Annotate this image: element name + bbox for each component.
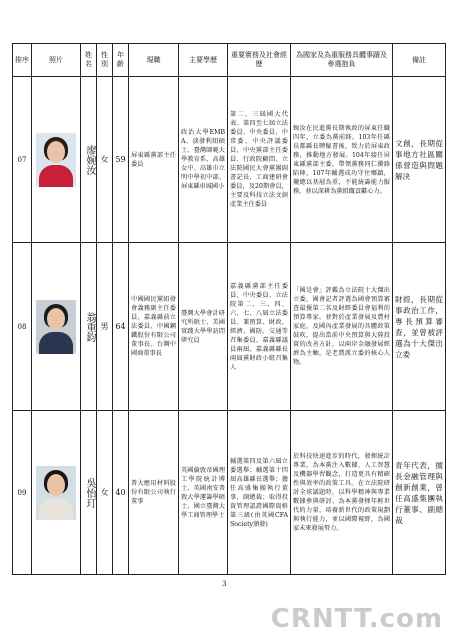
header-position: 現職 xyxy=(129,44,179,77)
photo-cell xyxy=(32,411,81,575)
photo-face xyxy=(47,474,65,496)
nominee-remark: 財經，長期從事政治工作，專長預算審查，並曾被評選為十大傑出立委 xyxy=(393,243,446,411)
row-number: 09 xyxy=(13,411,32,575)
watermark-logo: CRNTT.com xyxy=(270,604,443,634)
header-no: 排序 xyxy=(13,44,32,77)
photo-face xyxy=(47,308,65,330)
header-photo: 照片 xyxy=(32,44,81,77)
nominee-education: 英國倫敦帝國理工學院統計博士、英國南安普敦大學運籌學碩士、國立臺灣大學工商管理學士 xyxy=(179,411,228,575)
nominee-contribution: 婉汝在民進黨長期執政的屏東任職四年，立委為黨前鋒。103年任縣長都縣長聘僱書後，致力於屏東政務，推動地方發展。104年接任屏東縣黨部主委，帶領黨務同仁衝鋒陷陣，107年輔選成功守住鄉鎮，攏總以基層為重，不能統籌能力服務，並以深耕為黨組織貢獻心力。 xyxy=(291,77,393,243)
photo-cell xyxy=(32,77,81,243)
photo-face xyxy=(47,141,65,163)
nominee-name-text: 吳怡玎 xyxy=(84,477,95,508)
row-number: 07 xyxy=(13,77,32,243)
table-row xyxy=(13,243,446,411)
nominee-remark: 青年代表，擅長金融管理與創新創業，曾任高盛集團執行董事、副總裁 xyxy=(393,411,446,575)
nominee-photo xyxy=(36,466,76,520)
nominee-age: 59 xyxy=(113,77,129,243)
header-sex: 性別 xyxy=(97,44,113,77)
header-education: 主要學歷 xyxy=(179,44,228,77)
nominee-sex: 男 xyxy=(97,243,113,411)
photo-torso xyxy=(39,165,73,187)
photo-torso xyxy=(39,332,73,354)
header-experience: 重要實務及社會經歷 xyxy=(228,44,291,77)
header-age: 年齡 xyxy=(113,44,129,77)
table-row xyxy=(13,411,446,575)
header-contribution: 為國家及為重服務具體事蹟及參選抱負 xyxy=(291,44,393,77)
nominee-photo xyxy=(36,133,76,187)
nominee-name-text: 廖婉汝 xyxy=(84,144,95,175)
photo-cell xyxy=(32,243,81,411)
nominee-experience: 第二、三屆國大代表、第四至七屆立法委員、中央委員、中常委、中央評議委員、中央黨部主任委員、行政院顧問、立法院國民大會黨團副書記長、工商建研會委員，及20期會員，主要及科技立法文創產業主任委員 xyxy=(228,77,291,243)
nominee-education: 政治大學EMBA、淡發利組碩士、臺灣師範大學教育系、高雄女中、高雄市立明中學初中部、屏東縣車城國小 xyxy=(179,77,228,243)
nominee-position: 普大應用材料股份有限公司執行董事 xyxy=(129,411,179,575)
nominee-sex: 女 xyxy=(97,411,113,575)
photo-torso xyxy=(39,498,73,520)
nominee-photo xyxy=(36,300,76,354)
table-row xyxy=(13,77,446,243)
nominee-position: 中國國民黨組發會義務副主任委員、嘉義縣前立法委員、中國鋼鐵股份有限公司董事長、台灣中國商董事長 xyxy=(129,243,179,411)
nominee-experience: 輔選第四及第六屆立委選舉；輔選第十四屆高雄縣長選舉；擔任高盛集團執行董事、副總裁；取得投資管理認證國際資格第三級(由英國CFA Society頒發) xyxy=(228,411,291,575)
nominee-table xyxy=(12,43,446,575)
page-number: 3 xyxy=(222,580,227,588)
nominee-education: 臺灣大學會計研究所碩士、美國實踐大學學訪問研究員 xyxy=(179,243,228,411)
nominee-age: 40 xyxy=(113,411,129,575)
nominee-name xyxy=(81,243,97,411)
nominee-experience: 嘉義縣黨部主任委員、中央委員、立法院第二、三、四、六、七、八屆立法委員、兼預算、財政、經濟、國防、交通等召集委員、嘉義縣議員兩屆、嘉義縣縣長兩屆黨財政小組召集人 xyxy=(228,243,291,411)
nominee-name xyxy=(81,77,97,243)
nominee-sex: 女 xyxy=(97,77,113,243)
nominee-name xyxy=(81,411,97,575)
row-number: 08 xyxy=(13,243,32,411)
nominee-remark: 文創，長期從事地方社區關係營造與問題解決 xyxy=(393,77,446,243)
nominee-contribution: 於科技快速進步的時代，發揮統計專業，為本黨注入數據、人工智慧及機器學習觀念，打造更具有精確性與效率的政策工具。在立法院研討全球議題時，以科學精神與專業數據參與研討、為本黨發揮年輕世代的力量，培養新世代的政策規劃與執行能力，並以國際視野，為國家未來發展努力。 xyxy=(291,411,393,575)
header-name: 姓名 xyxy=(81,44,97,77)
nominee-contribution: 「國是會」評鑑為立法院十大傑出立委，國會記者評選為國會預算審查最優第二名及財經委員會福利的預算專家。並對於產業發展及農村家庭，及國內產業發展的具體政策鼓吹，提出當前中央預算與大陸投資的改善方針，以兩岸金融發展經濟為主軸，是老農派立委的核心人物。 xyxy=(291,243,393,411)
nominee-age: 64 xyxy=(113,243,129,411)
header-remark: 備註 xyxy=(393,44,446,77)
header-row xyxy=(13,44,446,77)
nominee-position: 屏東縣黨部主任委員 xyxy=(129,77,179,243)
nominee-name-text: 翁重鈞 xyxy=(84,311,95,342)
